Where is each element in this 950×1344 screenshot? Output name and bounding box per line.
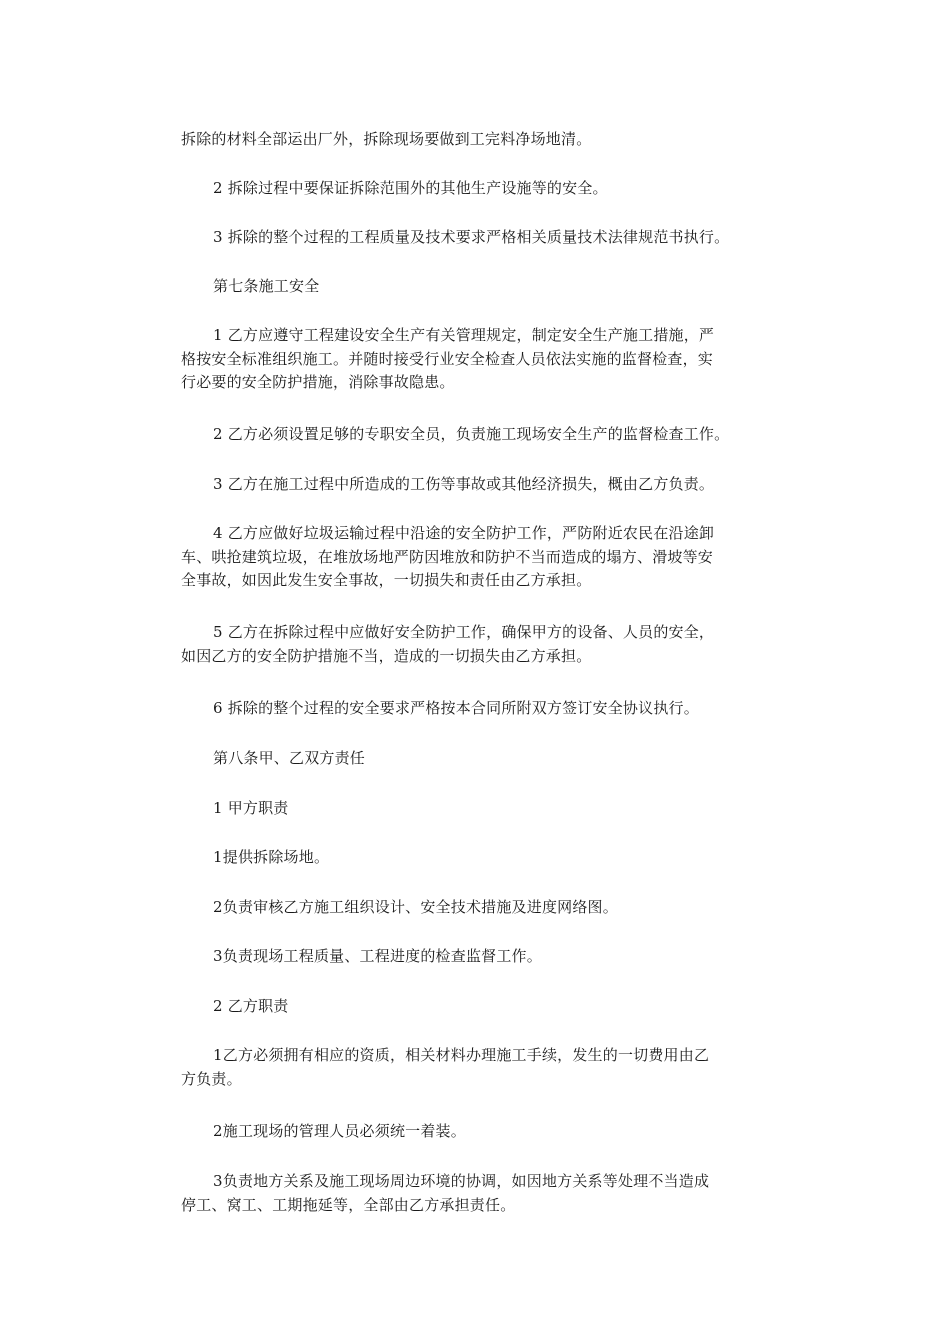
party-b-duties-heading [181, 995, 781, 1019]
text-line: 3负责地方关系及施工现场周边环境的协调，如因地方关系等处理不当造成 [213, 1172, 710, 1190]
text-line: 行必要的安全防护措施，消除事故隐患。 [181, 373, 455, 391]
text-line: 方负责。 [181, 1069, 242, 1088]
text-line: 2负责审核乙方施工组织设计、安全技术措施及进度网络图。 [213, 898, 618, 916]
paragraph-14 [181, 896, 781, 920]
text-line: 3负责现场工程质量、工程进度的检查监督工作。 [213, 947, 542, 965]
paragraph-6 [181, 423, 781, 447]
text-line: 6 拆除的整个过程的安全要求严格按本合同所附双方签订安全协议执行。 [213, 699, 699, 717]
text-line: 格按安全标准组织施工。并随时接受行业安全检查人员依法实施的监督检查，实 [181, 349, 714, 368]
section-heading-7 [181, 275, 781, 299]
text-line: 4 乙方应做好垃圾运输过程中沿途的安全防护工作，严防附近农民在沿途卸 [213, 524, 715, 542]
paragraph-7 [181, 473, 781, 497]
text-line: 5 乙方在拆除过程中应做好安全防护工作，确保甲方的设备、人员的安全， [213, 623, 715, 641]
party-a-duties-heading [181, 797, 781, 821]
text-line: 1乙方必须拥有相应的资质，相关材料办理施工手续，发生的一切费用由乙 [213, 1046, 710, 1064]
text-line: 1 乙方应遵守工程建设安全生产有关管理规定，制定安全生产施工措施，严 [213, 326, 715, 344]
section-heading-8 [181, 747, 781, 771]
text-line: 1 甲方职责 [213, 799, 289, 817]
text-line: 车、哄抢建筑垃圾，在堆放场地严防因堆放和防护不当而造成的塌方、滑坡等安 [181, 547, 714, 566]
text-line: 2 乙方职责 [213, 997, 289, 1015]
text-line: 1提供拆除场地。 [213, 848, 330, 866]
paragraph-5 [181, 324, 781, 395]
text-line: 2 乙方必须设置足够的专职安全员，负责施工现场安全生产的监督检查工作。 [213, 425, 730, 443]
text-line: 全事故，如因此发生安全事故，一切损失和责任由乙方承担。 [181, 571, 592, 589]
paragraph-8 [181, 522, 781, 593]
paragraph-1 [181, 128, 781, 152]
paragraph-19 [181, 1170, 781, 1217]
text-line: 3 拆除的整个过程的工程质量及技术要求严格相关质量技术法律规范书执行。 [213, 228, 730, 246]
paragraph-15 [181, 945, 781, 969]
paragraph-13 [181, 846, 781, 870]
paragraph-3 [181, 226, 781, 250]
paragraph-10 [181, 697, 781, 721]
paragraph-2 [181, 177, 781, 201]
text-line: 第八条甲、乙双方责任 [213, 749, 366, 767]
paragraph-17 [181, 1044, 781, 1091]
text-line: 2施工现场的管理人员必须统一着装。 [213, 1122, 466, 1140]
text-line: 如因乙方的安全防护措施不当，造成的一切损失由乙方承担。 [181, 646, 592, 665]
text-line: 拆除的材料全部运出厂外，拆除现场要做到工完料净场地清。 [181, 130, 592, 148]
text-line: 停工、窝工、工期拖延等，全部由乙方承担责任。 [181, 1195, 516, 1214]
text-line: 第七条施工安全 [213, 277, 320, 295]
paragraph-9 [181, 621, 781, 668]
text-line: 2 拆除过程中要保证拆除范围外的其他生产设施等的安全。 [213, 179, 608, 197]
text-line: 3 乙方在施工过程中所造成的工伤等事故或其他经济损失，概由乙方负责。 [213, 475, 715, 493]
paragraph-18 [181, 1120, 781, 1144]
